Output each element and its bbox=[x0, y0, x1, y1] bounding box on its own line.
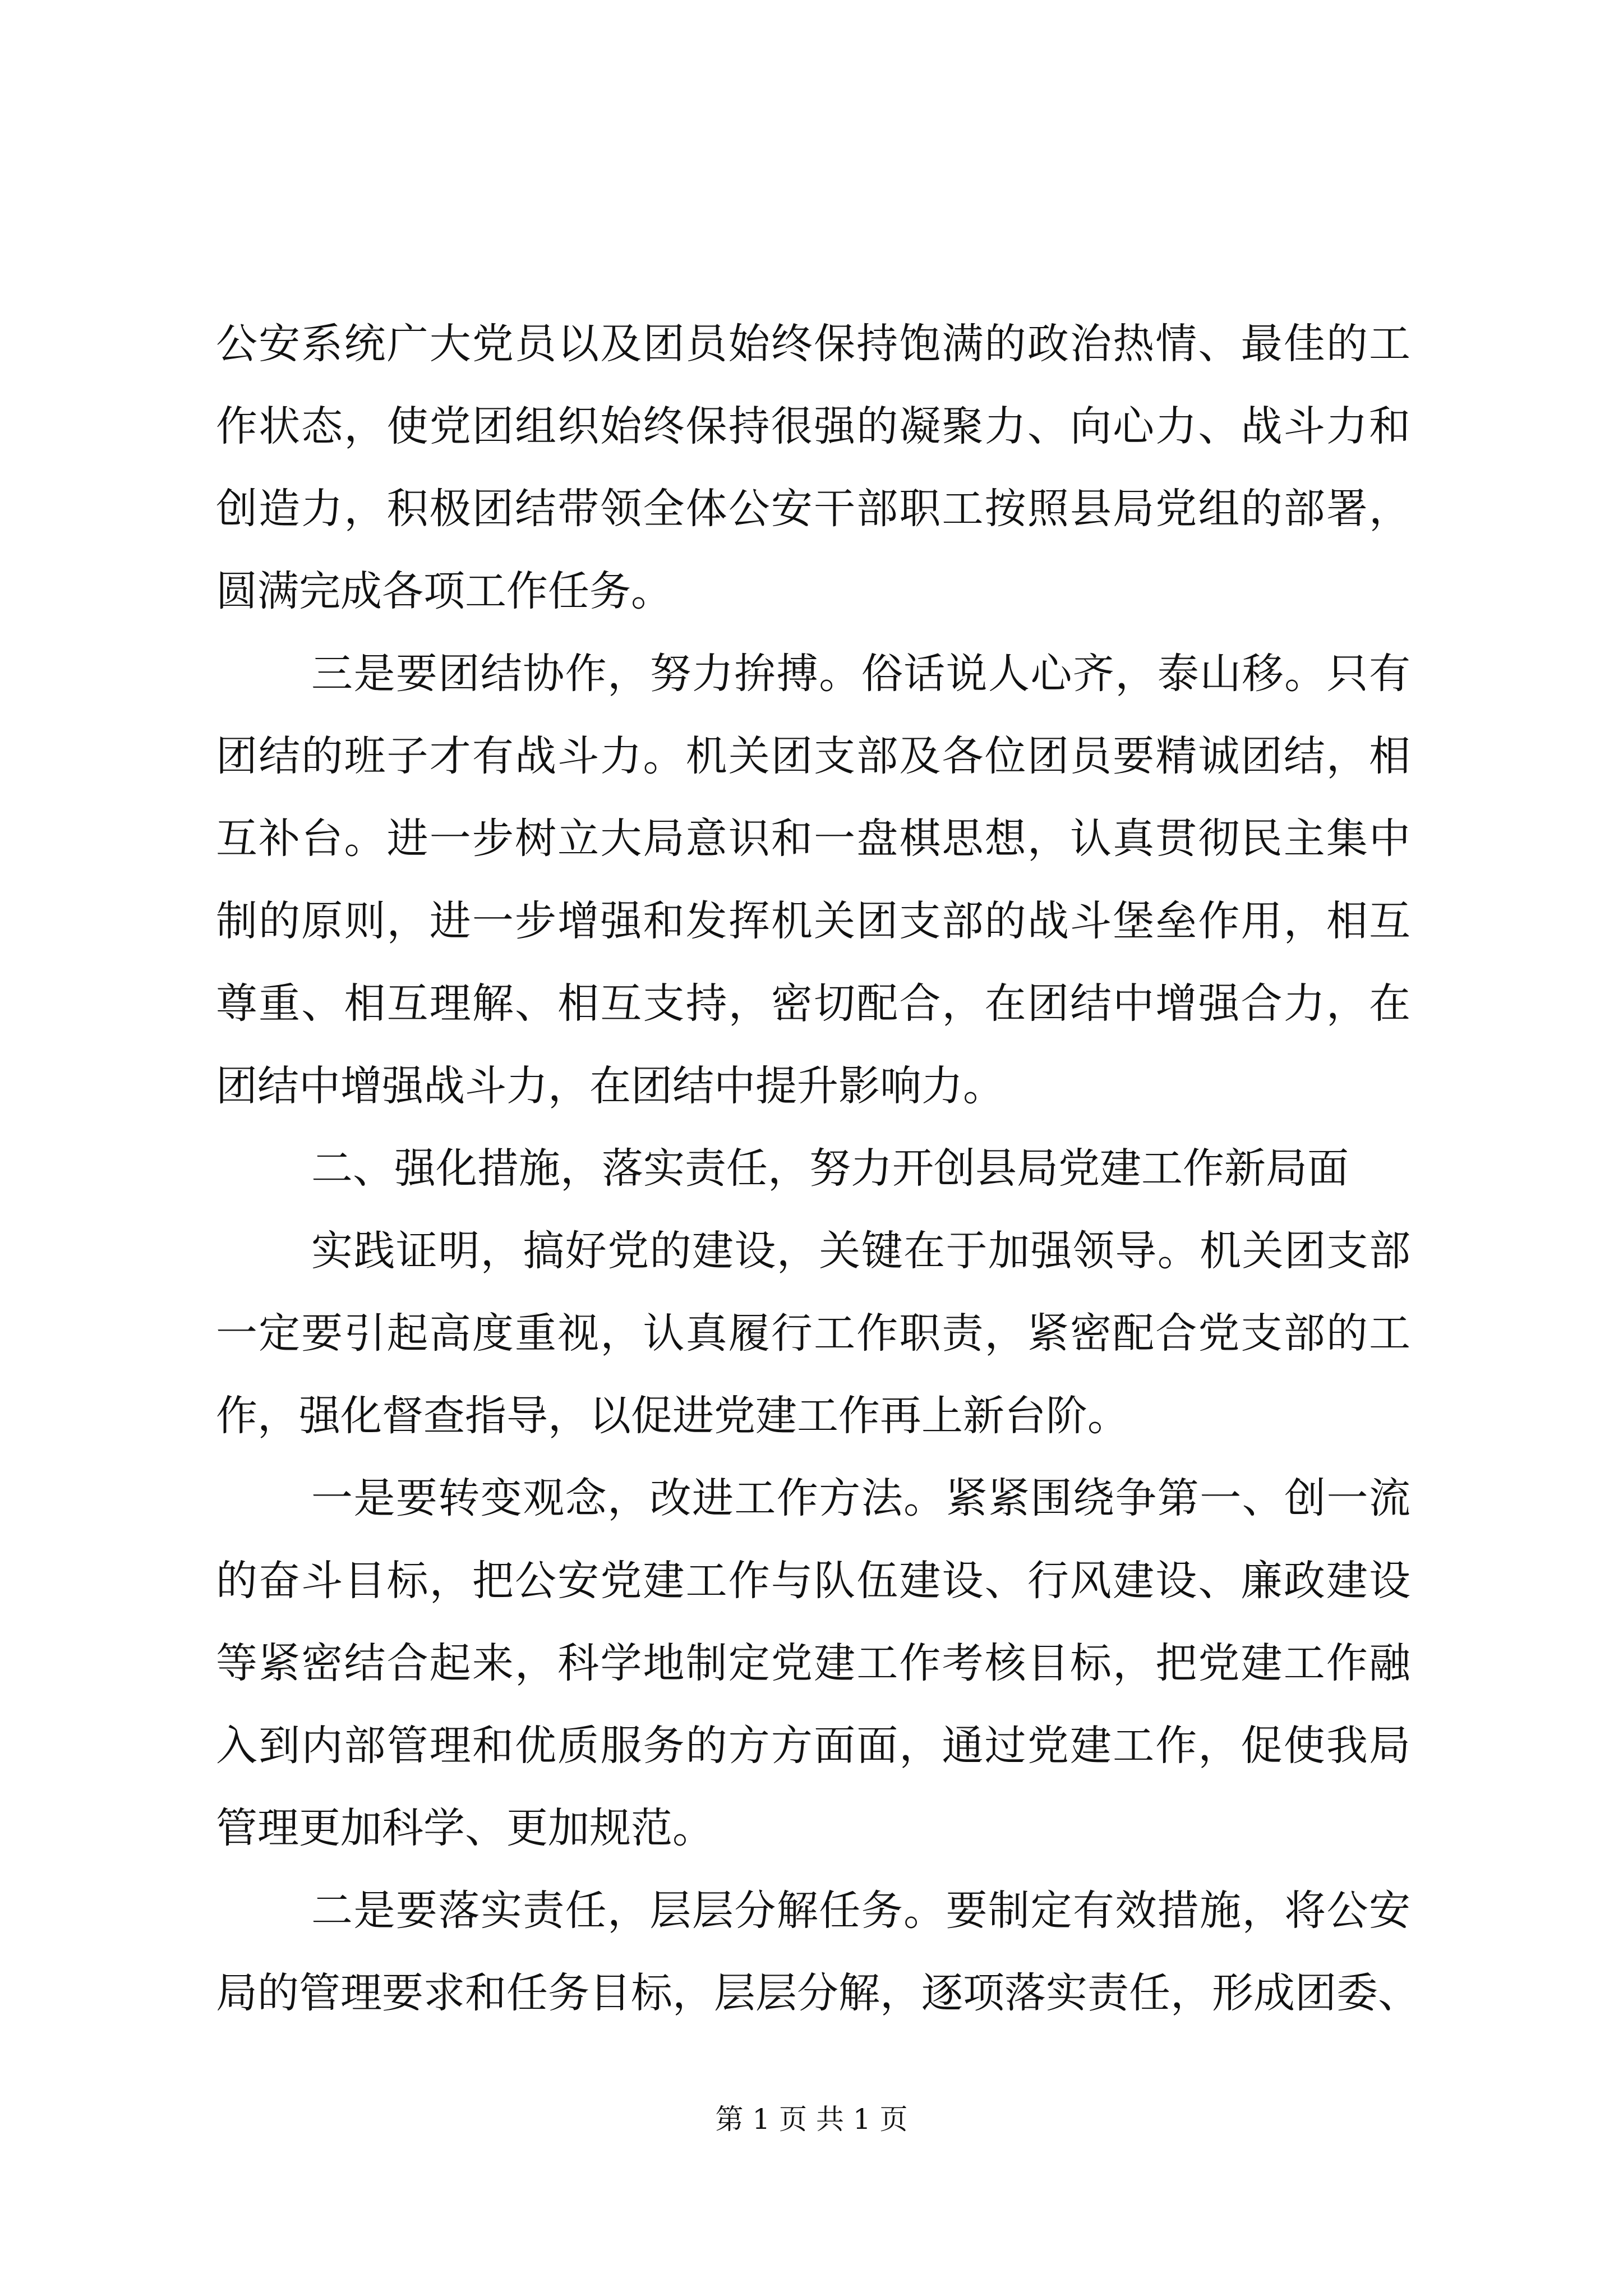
text-line: 制的原则，进一步增强和发挥机关团支部的战斗堡垒作用，相互 bbox=[216, 897, 1410, 945]
text-line: 实践证明，搞好党的建设，关键在于加强领导。机关团支部 bbox=[311, 1227, 1410, 1275]
text-line: 的奋斗目标，把公安党建工作与队伍建设、行风建设、廉政建设 bbox=[216, 1557, 1410, 1605]
text-line: 作，强化督查指导，以促进党建工作再上新台阶。 bbox=[216, 1392, 1129, 1440]
text-line: 团结中增强战斗力，在团结中提升影响力。 bbox=[216, 1062, 1004, 1110]
text-line: 入到内部管理和优质服务的方方面面，通过党建工作，促使我局 bbox=[216, 1722, 1410, 1770]
text-line: 等紧密结合起来，科学地制定党建工作考核目标，把党建工作融 bbox=[216, 1639, 1410, 1687]
text-line: 尊重、相互理解、相互支持，密切配合，在团结中增强合力，在 bbox=[216, 979, 1410, 1028]
text-line: 二、强化措施，落实责任，努力开创县局党建工作新局面 bbox=[311, 1144, 1349, 1193]
text-line: 管理更加科学、更加规范。 bbox=[216, 1804, 714, 1852]
text-line: 作状态，使党团组织始终保持很强的凝聚力、向心力、战斗力和 bbox=[216, 402, 1410, 450]
text-line: 二是要落实责任，层层分解任务。要制定有效措施，将公安 bbox=[311, 1887, 1410, 1935]
page-footer: 第 1 页 共 1 页 bbox=[715, 2103, 908, 2136]
text-line: 局的管理要求和任务目标，层层分解，逐项落实责任，形成团委、 bbox=[216, 1969, 1419, 2017]
text-line: 团结的班子才有战斗力。机关团支部及各位团员要精诚团结，相 bbox=[216, 732, 1410, 780]
text-line: 一是要转变观念，改进工作方法。紧紧围绕争第一、创一流 bbox=[311, 1474, 1410, 1522]
text-line: 一定要引起高度重视，认真履行工作职责，紧密配合党支部的工 bbox=[216, 1309, 1410, 1358]
document-body bbox=[216, 303, 1419, 2035]
text-line: 圆满完成各项工作任务。 bbox=[216, 567, 672, 615]
text-line: 三是要团结协作，努力拚搏。俗话说人心齐，泰山移。只有 bbox=[311, 650, 1410, 698]
text-line: 公安系统广大党员以及团员始终保持饱满的政治热情、最佳的工 bbox=[216, 320, 1410, 368]
text-line: 创造力，积极团结带领全体公安干部职工按照县局党组的部署， bbox=[216, 485, 1410, 533]
text-line: 互补台。进一步树立大局意识和一盘棋思想，认真贯彻民主集中 bbox=[216, 815, 1410, 863]
